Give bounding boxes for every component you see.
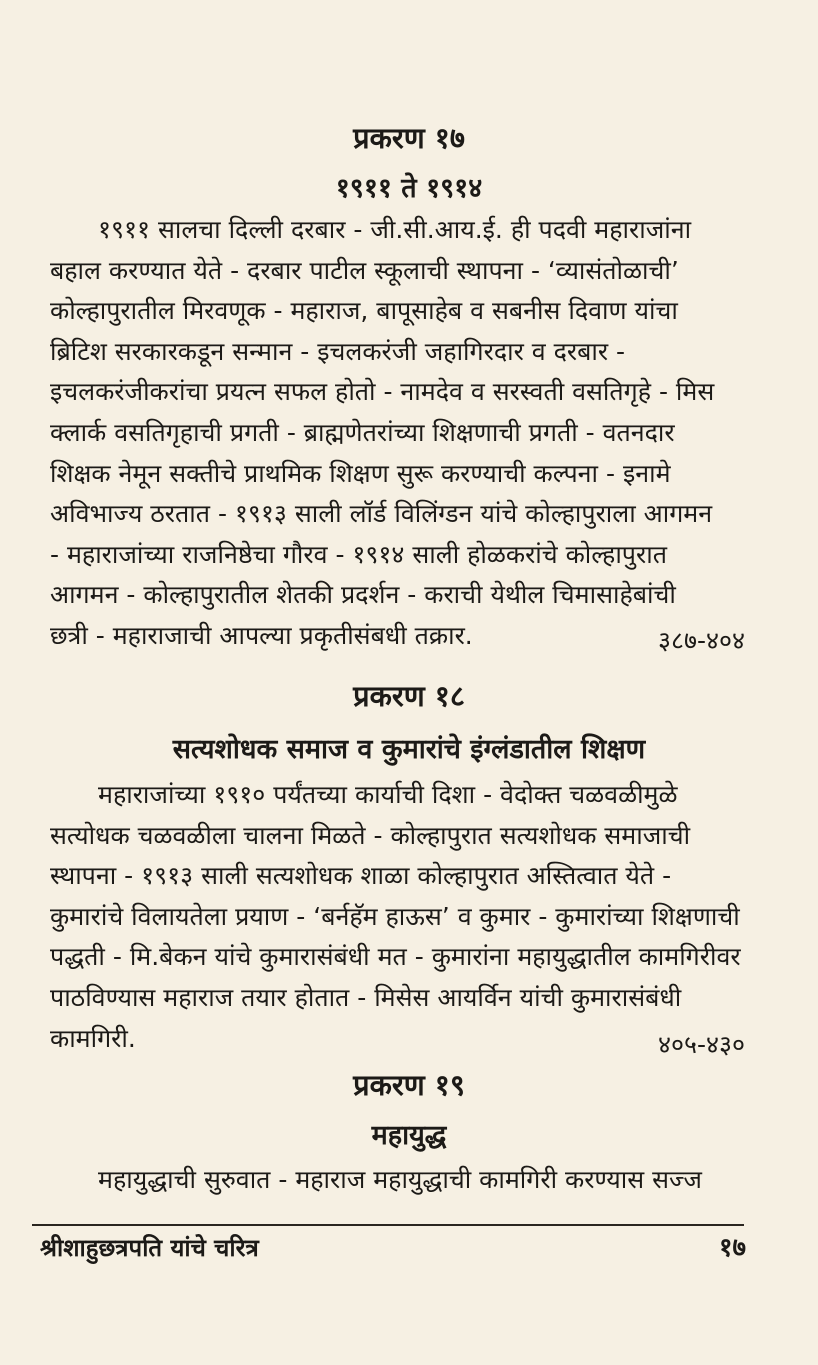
summary-line: - महाराजांच्या राजनिष्ठेचा गौरव - १९१४ साली होळकरांचे कोल्हापुरात (50, 539, 667, 569)
summary-line: १९११ सालचा दिल्ली दरबार - जी.सी.आय.ई. ही पदवी महाराजांना (98, 215, 692, 244)
chapter-18-page-range: ४०५-४३० (657, 1030, 745, 1059)
summary-line: महायुद्धाची सुरुवात - महाराज महायुद्धाची कामगिरी करण्यास सज्ज (98, 1165, 702, 1194)
summary-line: क्लार्क वसतिगृहाची प्रगती - ब्राह्मणेतरांच्या शिक्षणाची प्रगती - वतनदार (50, 417, 675, 447)
footer-rule (32, 1224, 744, 1226)
summary-line: बहाल करण्यात येते - दरबार पाटील स्कूलाची स्थापना - ‘व्यासंतोळाची’ (50, 255, 679, 285)
chapter-19-subtitle: महायुद्ध (371, 1120, 447, 1151)
footer-book-title: श्रीशाहुछत्रपति यांचे चरित्र (40, 1234, 259, 1262)
page-number: १७ (718, 1233, 746, 1263)
chapter-17-subtitle: १९११ ते १९१४ (335, 173, 483, 204)
chapter-17-page-range: ३८७-४०४ (657, 626, 745, 655)
chapter-17-heading: प्रकरण १७ (353, 121, 465, 155)
summary-line: स्थापना - १९१३ साली सत्यशोधक शाळा कोल्हापुरात अस्तित्वात येते - (50, 861, 672, 891)
chapter-18-summary (50, 775, 745, 1059)
chapter-19-heading: प्रकरण १९ (353, 1068, 465, 1102)
summary-line: ब्रिटिश सरकारकडून सन्मान - इचलकरंजी जहागिरदार व दरबार - (50, 336, 626, 366)
summary-line: सत्योधक चळवळीला चालना मिळते - कोल्हापुरात सत्यशोधक समाजाची (50, 820, 691, 850)
summary-line: अविभाज्य ठरतात - १९१३ साली लॉर्ड विलिंग्डन यांचे कोल्हापुराला आगमन (50, 499, 713, 529)
summary-line: महाराजांच्या १९१० पर्यंतच्या कार्याची दिशा - वेदोक्त चळवळीमुळे (98, 780, 678, 809)
chapter-19-summary (50, 1160, 745, 1201)
chapter-18-subtitle: सत्यशोधक समाज व कुमारांचे इंग्लंडातील शिक्षण (172, 734, 646, 765)
summary-line: आगमन - कोल्हापुरातील शेतकी प्रदर्शन - कराची येथील चिमासाहेबांची (50, 580, 676, 610)
chapter-17-summary (50, 210, 745, 657)
summary-line: पद्धती - मि.बेकन यांचे कुमारासंबंधी मत - कुमारांना महायुद्धातील कामगिरीवर (50, 942, 741, 972)
summary-line: कामगिरी. (50, 1023, 136, 1053)
summary-line: पाठविण्यास महाराज तयार होतात - मिसेस आयर्विन यांची कुमारासंबंधी (50, 982, 682, 1012)
summary-line: कुमारांचे विलायतेला प्रयाण - ‘बर्नहॅम हाऊस’ व कुमार - कुमारांच्या शिक्षणाची (50, 901, 740, 931)
summary-line: शिक्षक नेमून सक्तीचे प्राथमिक शिक्षण सुरू करण्याची कल्पना - इनामे (50, 458, 671, 488)
summary-line: इचलकरंजीकरांचा प्रयत्न सफल होतो - नामदेव व सरस्वती वसतिगृहे - मिस (50, 377, 715, 407)
summary-line: कोल्हापुरातील मिरवणूक - महाराज, बापूसाहेब व सबनीस दिवाण यांचा (50, 296, 678, 326)
chapter-18-heading: प्रकरण १८ (353, 679, 465, 713)
summary-line: छत्री - महाराजाची आपल्या प्रकृतीसंबधी तक्रार. (50, 620, 473, 650)
